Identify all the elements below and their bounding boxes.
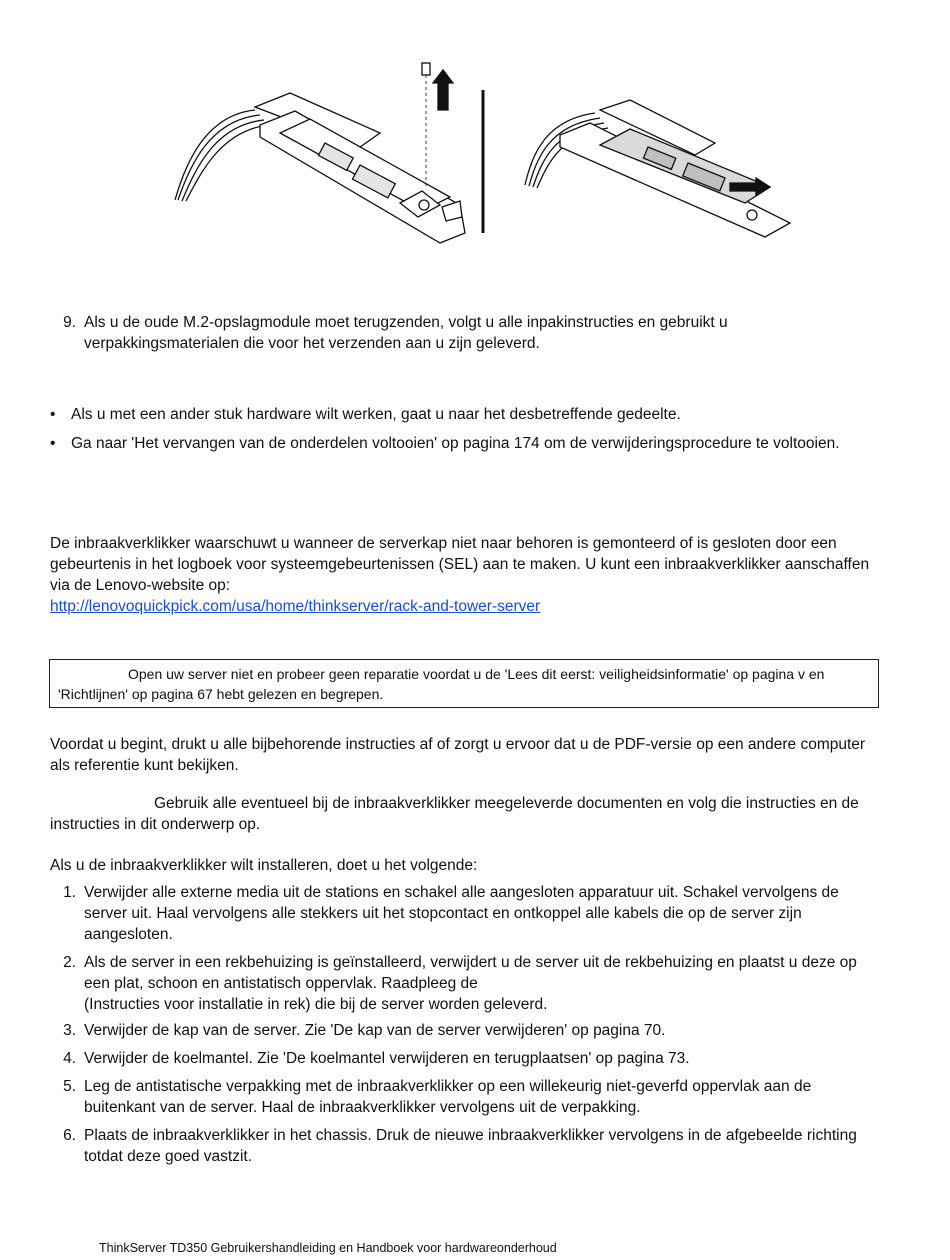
step-number: 2. [63, 954, 76, 971]
bullet-icon: • [50, 406, 56, 423]
intro-paragraph [50, 533, 880, 617]
step-text [84, 952, 880, 1015]
procedure-lead: Als u de inbraakverklikker wilt installeren, doet u het volgende: [50, 857, 478, 874]
step-number: 3. [63, 1022, 76, 1039]
bullet-icon: • [50, 435, 56, 452]
lenovo-website-link[interactable]: http://lenovoquickpick.com/usa/home/thinkserver/rack-and-tower-server [50, 598, 541, 615]
step-text: Verwijder de kap van de server. Zie 'De kap van de server verwijderen' op pagina 70. [84, 1022, 666, 1039]
step-number: 9. [63, 314, 76, 331]
intro-text: De inbraakverklikker waarschuwt u wanneer de serverkap niet naar behoren is gemonteerd of is gesloten door een gebeurtenis in het logboek voor systeemgebeurtenissen (SEL) aan te maken. U kunt een inbraakverklikker aanschaffen via de Lenovo-website op: [50, 535, 870, 594]
bullet-text: Als u met een ander stuk hardware wilt werken, gaat u naar het desbetreffende gedeelte. [71, 406, 681, 423]
before-paragraph: Voordat u begint, drukt u alle bijbehorende instructies af of zorgt u ervoor dat u de PDF-versie op een andere computer als referentie kunt bekijken. [50, 736, 866, 774]
step-text: Als u de oude M.2-opslagmodule moet terugzenden, volgt u alle inpakinstructies en gebruikt u verpakkingsmaterialen die voor het verzenden aan u zijn geleverd. [84, 314, 728, 352]
step-number: 4. [63, 1050, 76, 1067]
step-text-part2: (Instructies voor installatie in rek) die bij de server worden geleverd. [84, 996, 548, 1013]
step-number: 6. [63, 1127, 76, 1144]
step-number: 1. [63, 884, 76, 901]
step-text: Verwijder de koelmantel. Zie 'De koelmantel verwijderen en terugplaatsen' op pagina 73. [84, 1050, 690, 1067]
page-footer: ThinkServer TD350 Gebruikershandleiding en Handboek voor hardwareonderhoud [99, 1241, 557, 1255]
m2-removal-illustration [160, 55, 810, 245]
step-text: Leg de antistatische verpakking met de inbraakverklikker op een willekeurig niet-geverfd oppervlak aan de buitenkant van de server. Haal de inbraakverklikker vervolgens uit de verpakking. [84, 1078, 812, 1116]
step-text: Plaats de inbraakverklikker in het chassis. Druk de nieuwe inbraakverklikker vervolgens in de afgebeelde richting totdat deze goed vastzit. [84, 1127, 857, 1165]
step-number: 5. [63, 1078, 76, 1095]
note-paragraph: Gebruik alle eventueel bij de inbraakverklikker meegeleverde documenten en volg die instructies en de instructies in dit onderwerp op. [50, 795, 859, 833]
caution-text: Open uw server niet en probeer geen reparatie voordat u de 'Lees dit eerst: veiligheidsinformatie' op pagina v en 'Richtlijnen' op pagina 67 hebt gelezen en begrepen. [58, 666, 825, 702]
caution-box [49, 659, 879, 708]
bullet-text: Ga naar 'Het vervangen van de onderdelen voltooien' op pagina 174 om de verwijderingsprocedure te voltooien. [71, 435, 840, 452]
step-text: Verwijder alle externe media uit de stations en schakel alle aangesloten apparatuur uit. Schakel vervolgens de server uit. Haal vervolgens alle stekkers uit het stopcontact en ontkoppel alle kabels die op de server zijn aangesloten. [84, 884, 839, 943]
step-text-part1: Als de server in een rekbehuizing is geïnstalleerd, verwijdert u de server uit de rekbehuizing en plaatst u deze op een plat, schoon en antistatisch oppervlak. Raadpleeg de [84, 954, 857, 992]
